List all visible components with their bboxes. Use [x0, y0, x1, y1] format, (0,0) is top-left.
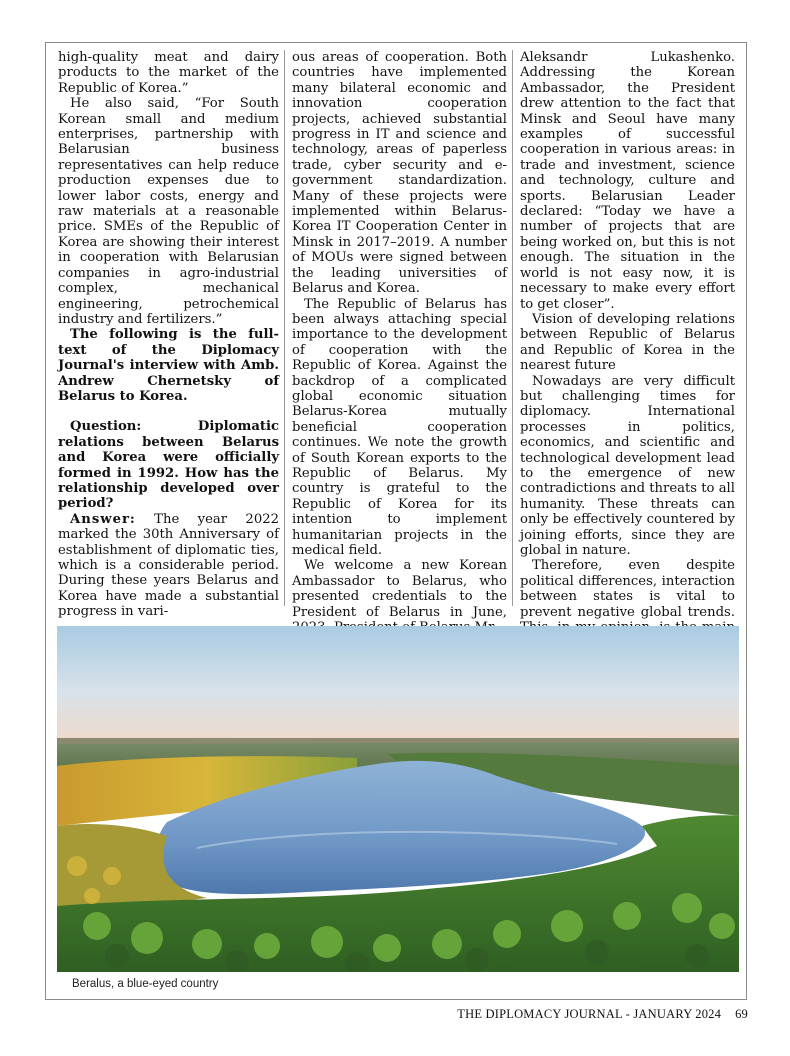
lake-landscape-photo: [57, 626, 739, 972]
paragraph: [58, 50, 279, 96]
paragraph: [292, 50, 507, 297]
paragraph-text: He also said, “For South Korean small and medium enterprises, partnership with Belarusian business representatives can help reduce production expenses due to lower labor costs, energy and raw materials at a reasonable price. SMEs of the Republic of Korea are showing their interest in cooperation with Belarusian companies in agro-industrial complex, mechanical engineering, petrochemical industry and fertilizers.”: [58, 96, 279, 327]
paragraph: [520, 312, 735, 374]
paragraph-text: Aleksandr Lukashenko. Addressing the Korean Ambassador, the President drew attention to the fact that Minsk and Seoul have many examples of successful cooperation in various areas: in trade and investment, science and technology, culture and sports. Belarusian Leader declared: “Today we have a number of projects that are being worked on, but this is not enough. The situation in the world is not easy now, it is necessary to make every effort to get closer”.: [520, 50, 735, 312]
paragraph-text: ous areas of cooperation. Both countries have implemented many bilateral economic and innovation cooperation projects, achieved substantial progress in IT and science and technology, areas of paperless trade, cyber security and e-government standardization. Many of these projects were implemented within Belarus-Korea IT Cooperation Center in Minsk in 2017–2019. A number of MOUs were signed between the leading universities of Belarus and Korea.: [292, 50, 507, 297]
paragraph-text: The Republic of Belarus has been always attaching special importance to the development of cooperation with the Republic of Korea. Against the backdrop of a complicated global economic situation Belarus-Korea mutually beneficial cooperation continues. We note the growth of South Korean exports to the Republic of Belarus. My country is grateful to the Republic of Korea for its intention to implement humanitarian projects in the medical field.: [292, 296, 507, 558]
paragraph-text: high-quality meat and dairy products to the market of the Republic of Korea.”: [58, 50, 279, 96]
article-columns: [56, 50, 740, 620]
paragraph-text: The following is the full-text of the Diplomacy Journal's interview with Amb. Andrew Chernetsky of Belarus to Korea.: [58, 327, 279, 404]
paragraph: [520, 374, 735, 559]
paragraph: [58, 512, 279, 620]
paragraph-text: Nowadays are very difficult but challenging times for diplomacy. International processes in politics, economics, and scientific and technological development lead to the emergence of new contradictions and threats to all humanity. These threats can only be effectively countered by joining efforts, since they are global in nature.: [520, 373, 735, 558]
photo-caption: Beralus, a blue-eyed country: [72, 978, 219, 990]
paragraph: [292, 558, 507, 635]
paragraph-text: Question: Diplomatic relations between Belarus and Korea were officially formed in 1992. How has the relationship developed over period?: [58, 419, 279, 512]
paragraph-text: Vision of developing relations between Republic of Belarus and Republic of Korea in the nearest future: [520, 311, 735, 374]
column-1: [56, 50, 284, 620]
paragraph: [58, 419, 279, 511]
paragraph: [292, 297, 507, 559]
paragraph-text: We welcome a new Korean Ambassador to Belarus, who presented credentials to the President of Belarus in June,: [292, 558, 507, 620]
paragraph-text: The year 2022 marked the 30th Anniversary of establishment of diplomatic ties, which is a considerable period. During these years Belarus and Korea have made a substantial progress in vari-: [58, 511, 279, 620]
paragraph: [58, 96, 279, 327]
answer-label: Answer:: [70, 511, 136, 527]
column-3: [512, 50, 740, 620]
paragraph: [520, 50, 735, 312]
journal-name: THE DIPLOMACY JOURNAL - JANUARY 2024: [457, 1007, 722, 1021]
page-footer: [457, 1007, 748, 1022]
paragraph: [58, 327, 279, 404]
column-2: [284, 50, 512, 620]
paragraph-text: Therefore, even despite political differences, interaction between states is vital to prevent negative global trends.: [520, 558, 735, 620]
page-number: 69: [735, 1007, 748, 1021]
